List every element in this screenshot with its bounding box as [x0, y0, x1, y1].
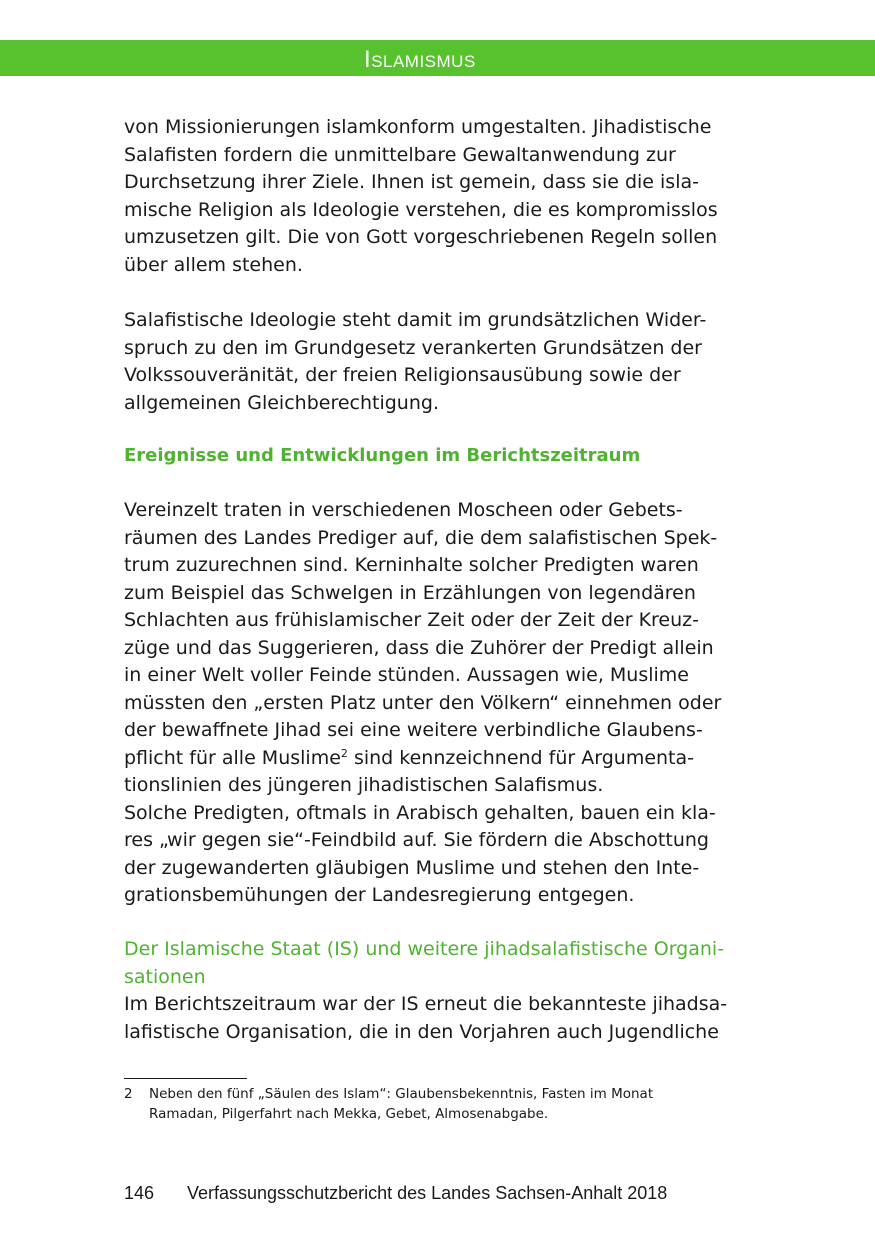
text-line: zum Beispiel das Schwelgen in Erzählungen von legendären	[124, 581, 696, 604]
text-line: res „wir gegen sie“-Feindbild auf. Sie fördern die Abschottung	[124, 829, 709, 851]
footnote-line	[124, 1084, 749, 1104]
text-line: Salafisten fordern die unmittelbare Gewaltanwendung zur	[124, 143, 676, 166]
paragraph-intro	[124, 114, 749, 279]
text-line: Vereinzelt traten in verschiedenen Moscheen oder Gebets-	[124, 499, 683, 521]
footnote	[124, 1084, 749, 1124]
text-line: umzusetzen gilt. Die von Gott vorgeschriebenen Regeln sollen	[124, 226, 718, 248]
text-line: der bewaffnete Jihad sei eine weitere verbindliche Glaubens-	[124, 719, 703, 741]
text-line: von Missionierungen islamkonform umgestalten. Jihadistische	[124, 116, 712, 138]
text-line: Im Berichtszeitraum war der IS erneut die bekannteste jihadsa-	[124, 993, 728, 1015]
text-line: über allem stehen.	[124, 253, 303, 276]
text-line	[124, 745, 749, 773]
text-line: tionslinien des jüngeren jihadistischen Salafismus.	[124, 774, 604, 796]
paragraph-is	[124, 991, 749, 1046]
text-segment: pflicht für alle Muslime	[124, 746, 341, 769]
heading-line: Der Islamische Staat (IS) und weitere jihadsalafistische Organi-	[124, 938, 725, 960]
text-line: Volkssouveränität, der freien Religionsausübung sowie der	[124, 364, 681, 386]
footnote-divider	[124, 1078, 247, 1079]
text-line: der zugewanderten gläubigen Muslime und stehen den Inte-	[124, 856, 700, 879]
footnote-line	[124, 1104, 749, 1124]
section-heading-events: Ereignisse und Entwicklungen im Berichtszeitraum	[124, 445, 641, 466]
text-line: in einer Welt voller Feinde stünden. Aussagen wie, Muslime	[124, 664, 689, 686]
text-line: Schlachten aus frühislamischer Zeit oder der Zeit der Kreuz-	[124, 609, 699, 631]
text-line: räumen des Landes Prediger auf, die dem salafistischen Spek-	[124, 526, 718, 549]
paragraph-preachers	[124, 497, 749, 910]
text-line: Solche Predigten, oftmals in Arabisch gehalten, bauen ein kla-	[124, 801, 716, 824]
section-heading-islamic-state	[124, 936, 724, 991]
page-footer	[124, 1181, 667, 1205]
publication-title: Verfassungsschutzbericht des Landes Sachsen-Anhalt 2018	[187, 1183, 668, 1203]
heading-line: sationen	[124, 965, 206, 988]
footnote-text: Ramadan, Pilgerfahrt nach Mekka, Gebet, Almosenabgabe.	[149, 1106, 549, 1122]
section-title: Islamismus	[364, 46, 476, 73]
text-line: grationsbemühungen der Landesregierung entgegen.	[124, 884, 635, 906]
page-number: 146	[124, 1183, 155, 1203]
footnote-text: Neben den fünf „Säulen des Islam“: Glaubensbekenntnis, Fasten im Monat	[149, 1086, 654, 1102]
text-line: allgemeinen Gleichberechtigung.	[124, 391, 439, 414]
text-line: müssten den „ersten Platz unter den Völkern“ einnehmen oder	[124, 691, 722, 714]
text-line: trum zuzurechnen sind. Kerninhalte solcher Predigten waren	[124, 554, 699, 576]
text-line: mische Religion als Ideologie verstehen, die es kompromisslos	[124, 198, 718, 221]
text-line: lafistische Organisation, die in den Vorjahren auch Jugendliche	[124, 1020, 719, 1043]
footnote-reference: 2	[340, 746, 348, 760]
paragraph-ideology	[124, 307, 749, 417]
footnote-number: 2	[124, 1086, 133, 1102]
text-line: Durchsetzung ihrer Ziele. Ihnen ist gemein, dass sie die isla-	[124, 171, 699, 193]
text-segment: sind kennzeichnend für Argumenta-	[353, 746, 695, 769]
text-line: spruch zu den im Grundgesetz verankerten Grundsätzen der	[124, 336, 702, 359]
text-line: züge und das Suggerieren, dass die Zuhörer der Predigt allein	[124, 636, 714, 659]
text-line: Salafistische Ideologie steht damit im grundsätzlichen Wider-	[124, 309, 707, 331]
